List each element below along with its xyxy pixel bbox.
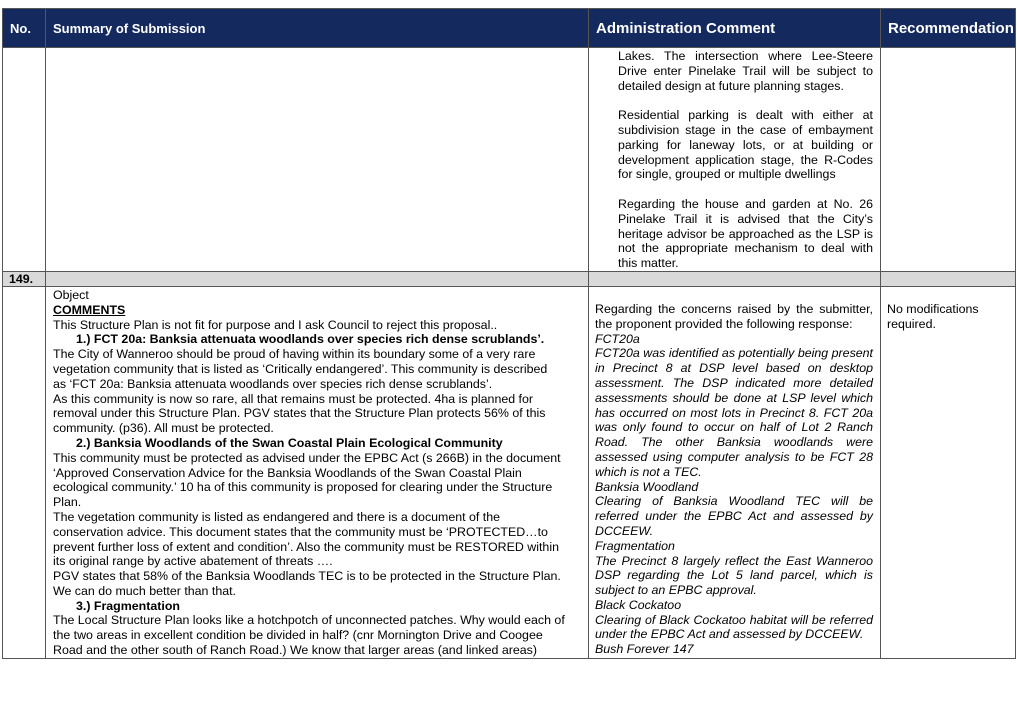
header-summary: Summary of Submission [46,9,589,48]
summary-line: ‘Approved Conservation Advice for the Banksia Woodlands of the Swan Coastal Plain [53,465,522,480]
summary-line: prevent further loss of extent and condition’. Also the community must be RESTORED within [53,539,559,554]
summary-line: Road and the other south of Ranch Road.) We know that larger areas (and linked areas) [53,643,537,658]
separator-cell [46,271,589,286]
summary-line: community. (p36). All must be protected. [53,421,274,436]
summary-line: Plan. [53,495,82,510]
summary-line: as ‘FCT 20a: Banksia attenuata woodlands over species rich dense scrublands’. [53,376,493,391]
submission-number-row [3,271,1016,286]
header-no: No. [3,9,46,48]
summary-line: As this community is now so rare, all that remains must be protected. 4ha is planned for [53,391,534,406]
summary-line: Object [53,287,89,302]
summary-line: conservation advice. This document states that the community must be ‘PROTECTED…to [53,524,548,539]
submission-number: 149. [3,271,46,286]
admin-response-text: Clearing of Banksia Woodland TEC will be referred under the EPBC Act and assessed by DCCEEW. [595,494,873,538]
separator-cell [881,271,1016,286]
admin-response-text: Clearing of Black Cockatoo habitat will be referred under the EPBC Act and assessed by DCCEEW. [595,612,873,642]
admin-response-heading: Bush Forever 147 [595,642,694,657]
header-recommendation: Recommendation [881,9,1016,48]
summary-line: We can do much better than that. [53,583,236,598]
summary-line: The City of Wanneroo should be proud of having within its boundary some of a very rare [53,347,536,362]
admin-response-text: The Precinct 8 largely reflect the East Wanneroo DSP regarding the Lot 5 land parcel, which is subject to an EPBC approval. [595,553,873,598]
continued-summary-cell [46,48,589,272]
admin-paragraph: Lakes. The intersection where Lee-Steere Drive enter Pinelake Trail will be subject to detailed design at future planning stages. [618,49,873,93]
summary-line: removal under this Structure Plan. PGV states that the Structure Plan protects 56% of this [53,406,546,421]
continued-recommendation-cell [881,48,1016,272]
submission-recommendation-cell [881,286,1016,658]
admin-paragraph: Regarding the house and garden at No. 26 Pinelake Trail it is advised that the City’s heritage advisor be approached as the LSP is not the appropriate mechanism to deal with this matter. [618,196,873,271]
summary-heading: 3.) Fragmentation [76,598,180,613]
table-header-row [3,9,1016,48]
admin-paragraph: Residential parking is dealt with either at subdivision stage in the case of embayment parking for laneway lots, or at building or development application stage, the R-Codes for single, grouped or multiple dwellings [618,108,873,182]
submission-summary-cell [46,286,589,658]
header-admin-comment: Administration Comment [589,9,881,48]
submission-no-cell [3,286,46,658]
admin-response-heading: Black Cockatoo [595,597,682,612]
admin-intro: Regarding the concerns raised by the submitter, the proponent provided the following response: [595,301,873,331]
admin-response-heading: Banksia Woodland [595,479,699,494]
summary-line: ecological community.’ 10 ha of this community is proposed for clearing under the Structure [53,480,553,495]
admin-response-heading: Fragmentation [595,538,675,553]
separator-cell [589,271,881,286]
summary-line: This Structure Plan is not fit for purpose and I ask Council to reject this proposal.. [53,317,498,332]
summary-line: The vegetation community is listed as endangered and there is a document of the [53,509,501,524]
admin-response-heading: FCT20a [595,331,640,346]
summary-heading: 2.) Banksia Woodlands of the Swan Coastal Plain Ecological Community [76,435,503,450]
summary-line: vegetation community that is listed as ‘Critically endangered’. This community is described [53,361,548,376]
summary-line: PGV states that 58% of the Banksia Woodlands TEC is to be protected in the Structure Plan. [53,569,561,584]
summary-heading: COMMENTS [53,302,126,317]
summary-line: The Local Structure Plan looks like a hotchpotch of unconnected patches. Why would each of [53,613,565,628]
recommendation-text: No modifications required. [887,301,979,331]
continued-admin-cell [589,48,881,272]
summary-line: This community must be protected as advised under the EPBC Act (s 266B) in the document [53,450,561,465]
summary-line: the two areas in excellent condition be divided in half? (cnr Mornington Drive and Coogee [53,628,543,643]
admin-response-text: FCT20a was identified as potentially being present in Precinct 8 at DSP level based on desktop assessment. The DSP indicated more detailed assessments should be done at LSP level which has occurred on most lots in Precinct 8. FCT 20a was only found to occur on half of Lot 2 Ranch Road. The other Banksia woodlands were assessed using computer analysis to be FCT 28 which is not a TEC. [595,346,873,479]
continued-no-cell [3,48,46,272]
continued-row [3,48,1016,272]
submissions-table [2,8,1016,659]
submission-row [3,286,1016,658]
summary-heading: 1.) FCT 20a: Banksia attenuata woodlands over species rich dense scrublands’. [76,332,545,347]
summary-line: its original range by active abatement of threats …. [53,554,333,569]
submission-admin-cell [589,286,881,658]
